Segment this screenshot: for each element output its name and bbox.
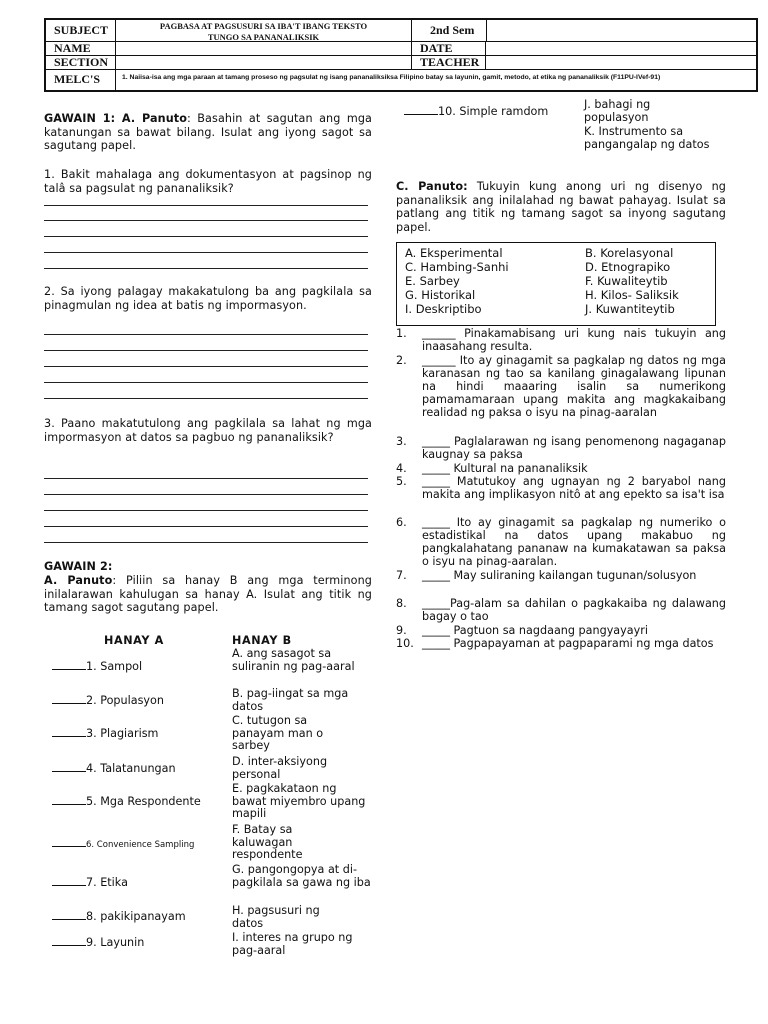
answer-line[interactable]: [44, 350, 368, 351]
choice-item: I. Deskriptibo: [405, 302, 482, 316]
melc-label: MELC'S: [54, 72, 101, 86]
choice-item: H. Kilos- Saliksik: [585, 288, 679, 302]
gawainc-item: [396, 476, 726, 502]
answer-line[interactable]: [44, 252, 368, 253]
header-table: [44, 18, 758, 92]
teacher-label-cell: [412, 56, 486, 70]
answer-line[interactable]: [44, 236, 368, 237]
choice-item: B. Korelasyonal: [585, 246, 674, 260]
gawain1-question-2: 2. Sa iyong palagay makakatulong ba ang pagkilala sa pinagmulan ng idea at batis ng impormasyon.: [44, 285, 372, 312]
hanay-a-item: [52, 763, 176, 776]
hanay-a-text: 5. Mga Respondente: [86, 795, 201, 808]
item-text: _____ Ito ay ginagamit sa pagkalap ng numeriko o estadistikal na datos upang makabuo ng pangkalahatang pananaw na kumakatawan sa paksa o isyu na pinag-aaralan.: [422, 516, 726, 568]
hanay-a-item: [52, 661, 142, 674]
choice-item: F. Kuwaliteytib: [585, 274, 668, 288]
hanay-b-item: D. inter-aksiyong personal: [232, 755, 328, 781]
choice-item: D. Etnograpiko: [585, 260, 671, 274]
name-label: NAME: [54, 41, 91, 55]
answer-line[interactable]: [44, 478, 368, 479]
hanay-a-item: [52, 838, 194, 852]
answer-line[interactable]: [44, 334, 368, 335]
item-number: 8.: [396, 597, 407, 610]
hanay-b-item: F. Batay sa kaluwagan respondente: [232, 823, 303, 861]
hanay-a-item: [52, 877, 128, 890]
melc-label-cell: [46, 70, 116, 92]
answer-line[interactable]: [44, 205, 368, 206]
gawain1-instructions: [44, 112, 372, 153]
item-number: 4.: [396, 462, 407, 475]
hanay-a-item: [52, 796, 201, 809]
hanay-a-item: [404, 106, 548, 119]
subject-label-cell: [46, 20, 116, 42]
hanay-a-header: HANAY A: [104, 634, 164, 647]
answer-line[interactable]: [44, 542, 368, 543]
answer-line[interactable]: [44, 526, 368, 527]
choice-item: G. Historikal: [405, 288, 476, 302]
item-number: 1.: [396, 327, 407, 340]
melc-text-cell: [116, 70, 758, 92]
hanay-a-text: 10. Simple ramdom: [438, 105, 549, 118]
gawainc-item: [396, 328, 726, 354]
answer-blank[interactable]: [52, 669, 86, 670]
choice-item: J. Kuwantiteytib: [585, 302, 675, 316]
gawainc-item: [396, 355, 726, 420]
gawain1-question-1: 1. Bakit mahalaga ang dokumentasyon at pagsinop ng talâ sa pagsulat ng pananaliksik?: [44, 168, 372, 195]
hanay-b-item: E. pagkakataon ng bawat miyembro upang mapili: [232, 782, 366, 820]
hanay-a-text: 9. Layunin: [86, 936, 145, 949]
gawain1-title: GAWAIN 1: A. Panuto: [44, 112, 187, 125]
hanay-b-header: HANAY B: [232, 634, 292, 647]
gawain1-instructions-text: : Basahin at sagutan ang mga katanungan sa bawat bilang. Isulat ang iyong sagot sa sagutang papel.: [44, 112, 372, 152]
answer-blank[interactable]: [52, 736, 86, 737]
answer-blank[interactable]: [52, 703, 86, 704]
answer-line[interactable]: [44, 268, 368, 269]
hanay-a-text: 7. Etika: [86, 876, 128, 889]
answer-blank[interactable]: [52, 846, 86, 847]
answer-line[interactable]: [44, 494, 368, 495]
hanay-b-item: J. bahagi ng populasyon: [584, 98, 651, 124]
item-number: 3.: [396, 435, 407, 448]
teacher-label: TEACHER: [420, 55, 480, 69]
semester-label: 2nd Sem: [430, 23, 475, 37]
gawain2-instructions-text: : Piliin sa hanay B ang mga terminong inilalarawan kahulugan sa hanay A. Isulat ang titik ng tamang sagot sagutang papel.: [44, 574, 373, 614]
item-number: 9.: [396, 624, 407, 637]
hanay-b-item: I. interes na grupo ng pag-aaral: [232, 931, 353, 957]
hanay-b-item: A. ang sasagot sa suliranin ng pag-aaral: [232, 647, 355, 673]
name-label-cell: [46, 42, 116, 56]
item-text: _____ Pagtuon sa nagdaang pangyayayri: [422, 624, 648, 637]
choice-item: C. Hambing-Sanhi: [405, 260, 509, 274]
date-field[interactable]: [486, 42, 758, 56]
answer-line[interactable]: [44, 220, 368, 221]
gawain2-instructions: [44, 574, 372, 615]
subject-label: SUBJECT: [54, 23, 109, 37]
item-number: 6.: [396, 516, 407, 529]
gawainc-item: [396, 517, 726, 569]
hanay-a-item: [52, 937, 144, 950]
section-field[interactable]: [116, 56, 412, 70]
melc-text: 1. Naiisa-isa ang mga paraan at tamang proseso ng pagsulat ng isang pananaliksiksa Filipino batay sa layunin, gamit, metodo, at etika ng pananaliksik (F11PU-IVef-91): [122, 74, 661, 81]
gawain1-question-3: 3. Paano makatutulong ang pagkilala sa lahat ng mga impormasyon at datos sa pagbuo ng pananaliksik?: [44, 417, 372, 444]
item-number: 5.: [396, 475, 407, 488]
answer-line[interactable]: [44, 382, 368, 383]
hanay-a-item: [52, 911, 186, 924]
answer-line[interactable]: [44, 510, 368, 511]
choice-item: A. Eksperimental: [405, 246, 503, 260]
gawainc-instructions: [396, 180, 726, 234]
gawainc-item: [396, 463, 726, 476]
item-text: _____ May suliraning kailangan tugunan/solusyon: [422, 569, 697, 582]
answer-blank[interactable]: [52, 804, 86, 805]
hanay-b-item: K. Instrumento sa pangangalap ng datos: [584, 125, 710, 151]
gawainc-item: [396, 436, 726, 462]
hanay-a-text: 8. pakikipanayam: [86, 910, 186, 923]
item-number: 10.: [396, 637, 414, 650]
subject-title-line2: TUNGO SA PANANALIKSIK: [207, 32, 320, 42]
teacher-field[interactable]: [486, 56, 758, 70]
gawainc-panuto-label: C. Panuto:: [396, 180, 468, 193]
item-number: 7.: [396, 569, 407, 582]
hanay-b-item: G. pangongopya at di-pagkilala sa gawa ng iba: [232, 863, 371, 889]
subject-title-line1: PAGBASA AT PAGSUSURI SA IBA'T IBANG TEKSTO: [159, 21, 368, 31]
item-number: 2.: [396, 354, 407, 367]
hanay-a-text: 2. Populasyon: [86, 694, 164, 707]
hanay-a-item: [52, 728, 158, 741]
answer-blank[interactable]: [52, 945, 86, 946]
gawain2-title: GAWAIN 2:: [44, 560, 113, 573]
hanay-a-text: 6. Convenience Sampling: [86, 840, 195, 850]
hanay-b-item: B. pag-iingat sa mga datos: [232, 687, 349, 713]
item-text: _____ Pagpapayaman at pagpaparami ng mga datos: [422, 637, 714, 650]
answer-line[interactable]: [44, 366, 368, 367]
choices-box: [396, 242, 716, 326]
hanay-a-item: [52, 695, 164, 708]
hanay-a-text: 3. Plagiarism: [86, 727, 159, 740]
answer-line[interactable]: [44, 398, 368, 399]
answer-blank[interactable]: [404, 114, 438, 115]
date-label: DATE: [420, 41, 453, 55]
item-text: ______ Pinakamabisang uri kung nais tukuyin ang inaasahang resulta.: [422, 327, 726, 353]
gawainc-instructions-text: Tukuyin kung anong uri ng disenyo ng pananaliksik ang inilalahad ng bawat pahayag. Isulat sa patlang ang titik ng tamang sagot sa inyong sagutang papel.: [396, 180, 726, 234]
gawainc-item: [396, 570, 726, 583]
semester-divider: [486, 20, 487, 42]
item-text: _____ Kultural na pananaliksik: [422, 462, 588, 475]
hanay-a-text: 4. Talatanungan: [86, 762, 176, 775]
gawainc-item: [396, 625, 726, 638]
item-text: _____Pag-alam sa dahilan o pagkakaiba ng dalawang bagay o tao: [422, 597, 726, 623]
answer-blank[interactable]: [52, 771, 86, 772]
item-text: _____ Matutukoy ang ugnayan ng 2 baryabol nang makita ang implikasyon nitô at ang epekto sa isa't isa: [422, 475, 726, 501]
hanay-a-text: 1. Sampol: [86, 660, 143, 673]
item-text: _____ Paglalarawan ng isang penomenong nagaganap kaugnay sa paksa: [422, 435, 726, 461]
item-text: ______ Ito ay ginagamit sa pagkalap ng datos ng mga karanasan ng tao sa kanilang ginagalawang lipunan na hindi maaaring isalin sa numerikong pamamamaraan upang makita ang magkakaibang realidad ng paksa o isyu na pinag-aaralan: [422, 354, 726, 419]
hanay-b-item: H. pagsusuri ng datos: [232, 904, 320, 930]
semester-cell: [412, 20, 758, 42]
gawainc-item: [396, 638, 726, 651]
answer-blank[interactable]: [52, 919, 86, 920]
answer-blank[interactable]: [52, 885, 86, 886]
section-label: SECTION: [54, 55, 109, 69]
date-label-cell: [412, 42, 486, 56]
name-field[interactable]: [116, 42, 412, 56]
gawain2-panuto-label: A. Panuto: [44, 574, 113, 587]
hanay-b-item: C. tutugon sa panayam man o sarbey: [232, 714, 324, 752]
section-label-cell: [46, 56, 116, 70]
choice-item: E. Sarbey: [405, 274, 460, 288]
gawainc-item: [396, 598, 726, 624]
subject-title-cell: [116, 20, 412, 42]
